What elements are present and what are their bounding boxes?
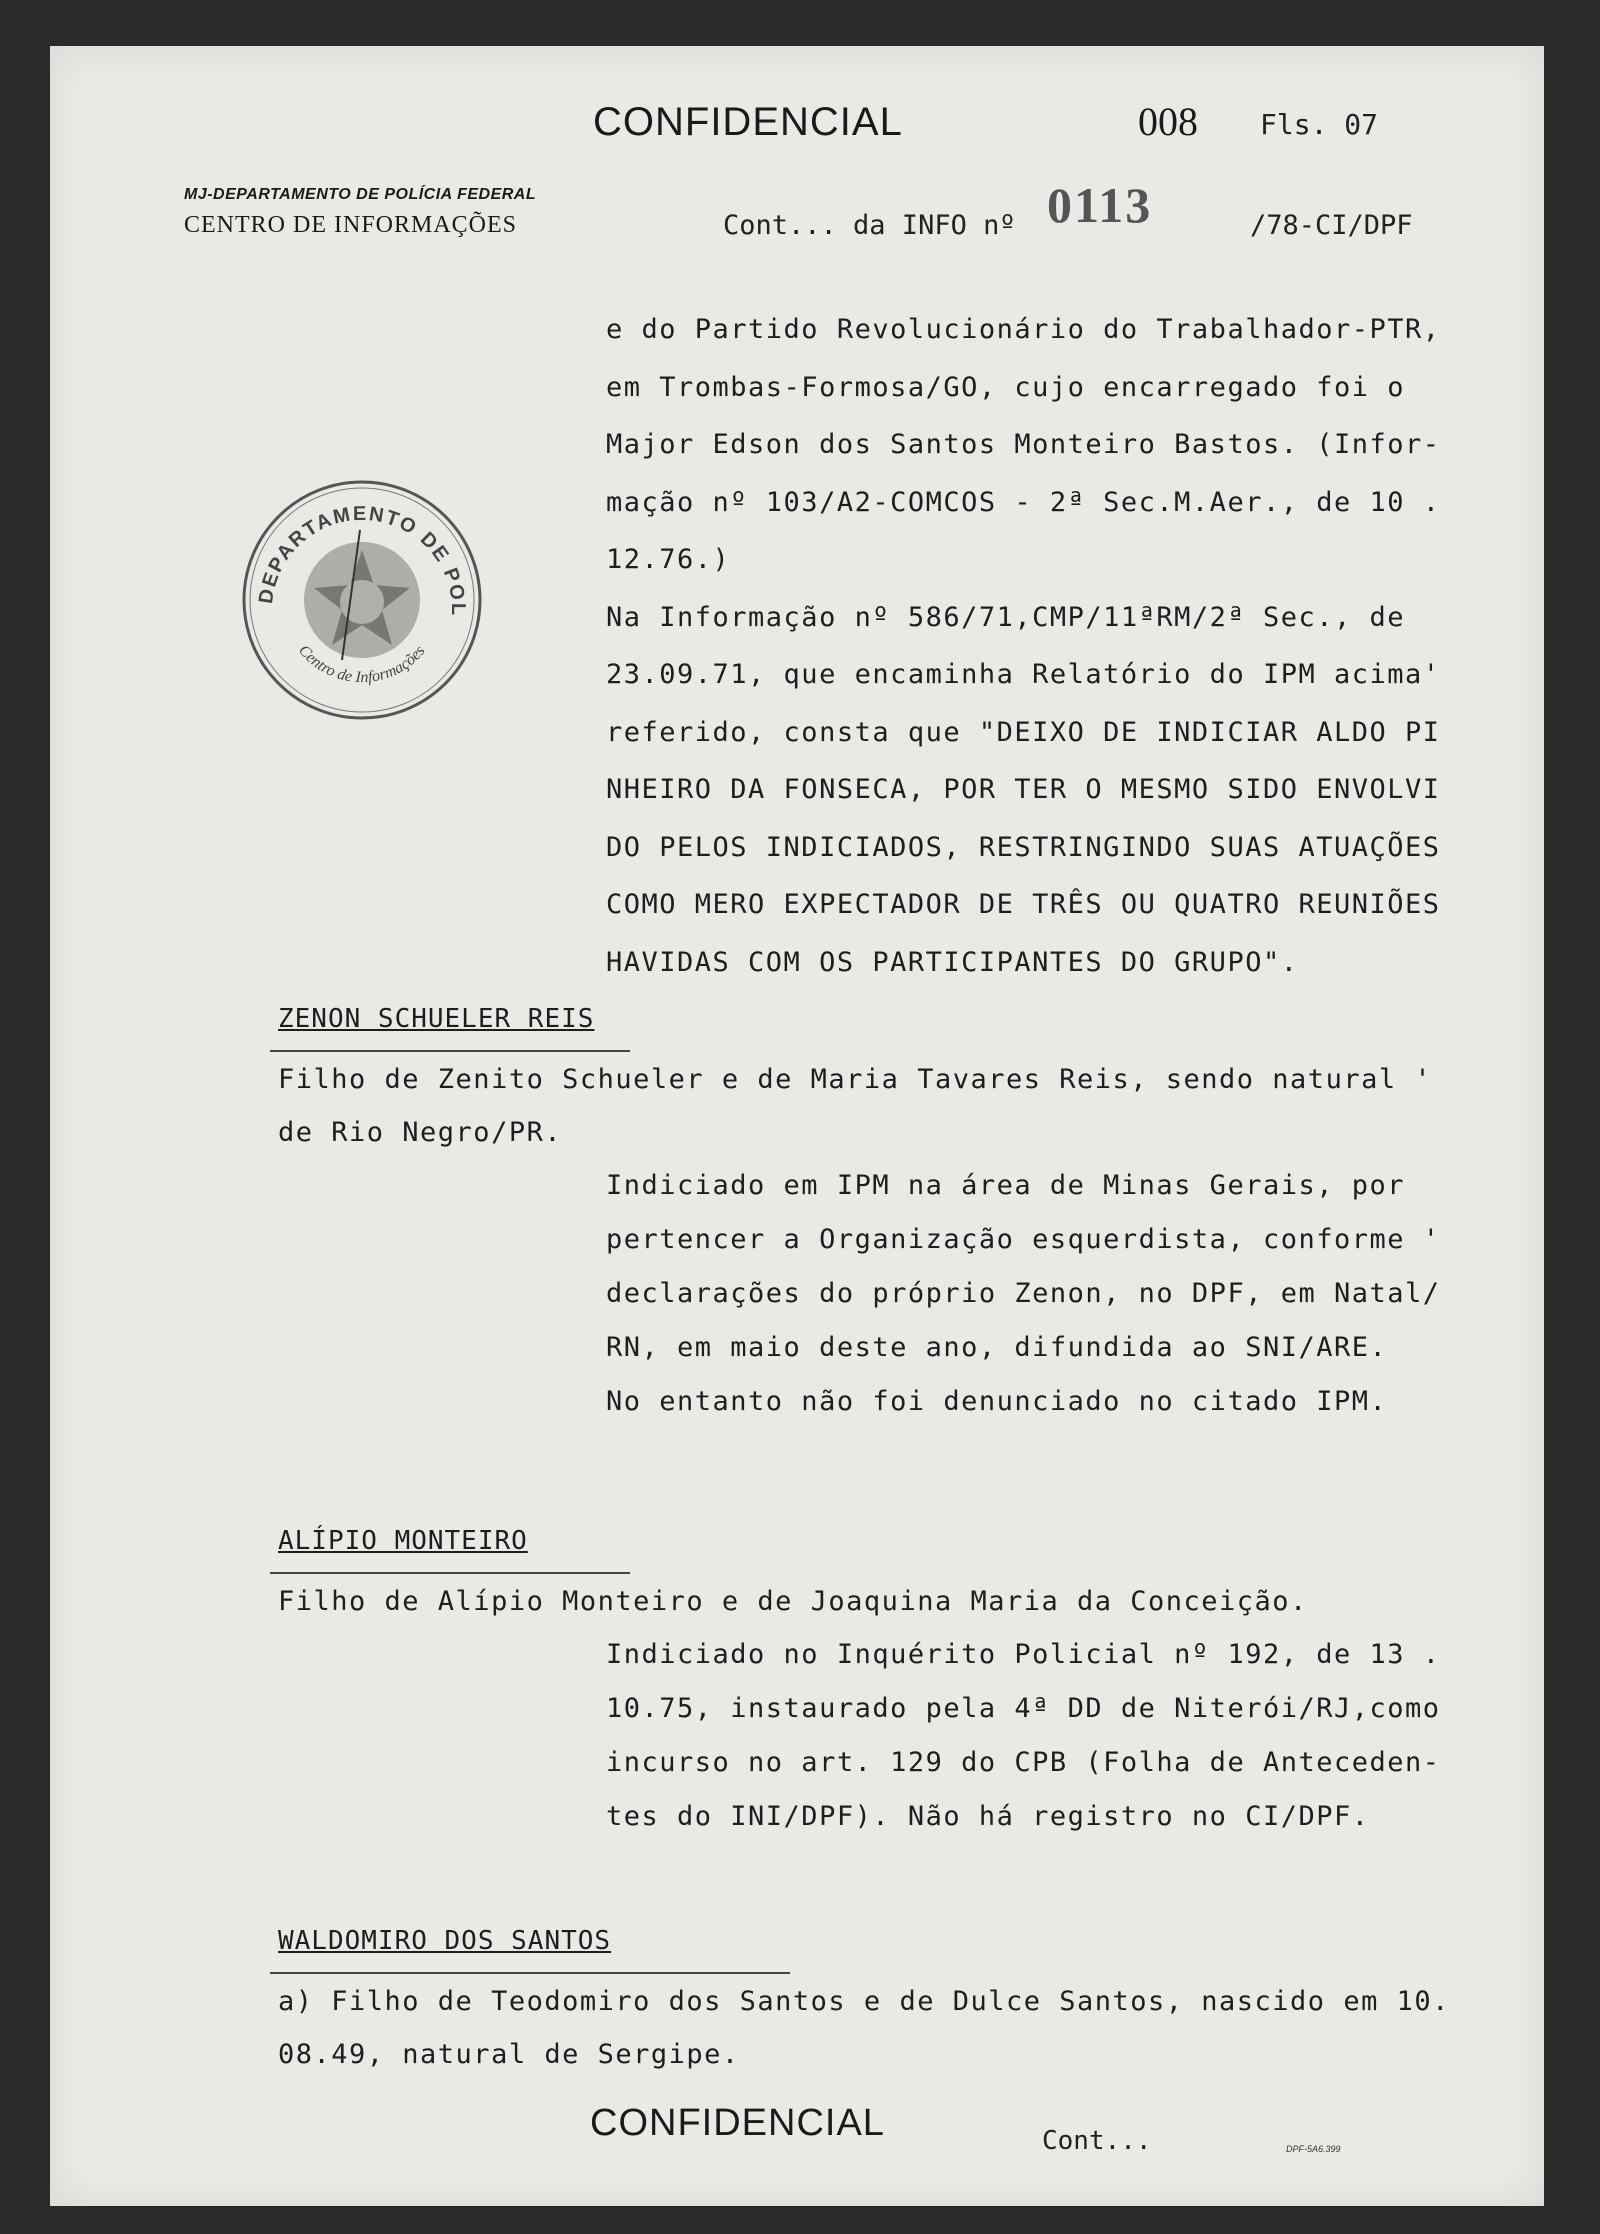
info-reference-suffix: /78-CI/DPF	[1250, 210, 1413, 241]
department-name: MJ-DEPARTAMENTO DE POLÍCIA FEDERAL	[184, 186, 537, 203]
folio-number: Fls. 07	[1260, 108, 1379, 141]
police-seal-stamp	[232, 470, 492, 730]
seal-icon	[232, 470, 492, 730]
info-reference: Cont... da INFO nº	[723, 210, 1016, 241]
intro-line: 12.76.)	[606, 544, 731, 575]
person-detail-line: a) Filho de Teodomiro dos Santos e de Dulce Santos, nascido em 10.	[278, 1986, 1450, 2017]
person-detail-line: 08.49, natural de Sergipe.	[278, 2039, 740, 2070]
intro-line: 23.09.71, que encaminha Relatório do IPM acima'	[606, 659, 1441, 690]
person-record-line: declarações do próprio Zenon, no DPF, em Natal/	[606, 1278, 1441, 1309]
person-record-line: Indiciado em IPM na área de Minas Gerais, por	[606, 1170, 1405, 1201]
person-name-heading: ZENON SCHUELER REIS	[278, 1004, 595, 1034]
person-record-line: 10.75, instaurado pela 4ª DD de Niterói/RJ,como	[606, 1693, 1441, 1724]
intro-line: Na Informação nº 586/71,CMP/11ªRM/2ª Sec., de	[606, 601, 1405, 633]
person-record-line: No entanto não foi denunciado no citado IPM.	[606, 1386, 1388, 1417]
form-code: DPF-5A6.399	[1286, 2144, 1341, 2154]
footer-continuation: Cont...	[1042, 2126, 1152, 2156]
intro-line: referido, consta que "DEIXO DE INDICIAR ALDO PI	[606, 716, 1441, 748]
heading-divider	[270, 1572, 630, 1574]
heading-divider	[270, 1972, 790, 1974]
person-record-line: Indiciado no Inquérito Policial nº 192, de 13 .	[606, 1639, 1441, 1670]
header-title: CONFIDENCIAL	[593, 100, 903, 144]
person-name-heading: ALÍPIO MONTEIRO	[278, 1526, 528, 1556]
intro-line: Major Edson dos Santos Monteiro Bastos. (Infor-	[606, 429, 1441, 460]
center-name: CENTRO DE INFORMAÇÕES	[184, 212, 518, 238]
intro-line: HAVIDAS COM OS PARTICIPANTES DO GRUPO".	[606, 946, 1299, 978]
person-detail-line: Filho de Alípio Monteiro e de Joaquina Maria da Conceição.	[278, 1586, 1308, 1617]
seal-outer-text: DEPARTAMENTO DE POL	[255, 502, 470, 618]
document-page	[50, 46, 1544, 2206]
intro-line: mação nº 103/A2-COMCOS - 2ª Sec.M.Aer., de 10 .	[606, 486, 1441, 518]
person-record-line: pertencer a Organização esquerdista, conforme '	[606, 1224, 1441, 1255]
footer-title: CONFIDENCIAL	[590, 2102, 885, 2144]
page-number: 008	[1138, 99, 1198, 144]
intro-line: DO PELOS INDICIADOS, RESTRINGINDO SUAS ATUAÇÕES	[606, 831, 1441, 863]
person-detail-line: Filho de Zenito Schueler e de Maria Tavares Reis, sendo natural '	[278, 1064, 1433, 1095]
intro-line: em Trombas-Formosa/GO, cujo encarregado foi o	[606, 371, 1405, 403]
info-stamp-number: 0113	[1047, 177, 1153, 233]
person-record-line: incurso no art. 129 do CPB (Folha de Anteceden-	[606, 1747, 1441, 1778]
person-detail-line: de Rio Negro/PR.	[278, 1117, 563, 1148]
seal-inner-text: Centro de Informações	[294, 641, 429, 687]
person-record-line: tes do INI/DPF). Não há registro no CI/DPF.	[606, 1801, 1370, 1832]
intro-line: e do Partido Revolucionário do Trabalhador-PTR,	[606, 314, 1441, 345]
intro-line: COMO MERO EXPECTADOR DE TRÊS OU QUATRO REUNIÕES	[606, 889, 1441, 920]
heading-divider	[270, 1050, 630, 1052]
person-record-line: RN, em maio deste ano, difundida ao SNI/ARE.	[606, 1332, 1388, 1363]
intro-line: NHEIRO DA FONSECA, POR TER O MESMO SIDO ENVOLVI	[606, 774, 1441, 805]
person-name-heading: WALDOMIRO DOS SANTOS	[278, 1926, 612, 1956]
